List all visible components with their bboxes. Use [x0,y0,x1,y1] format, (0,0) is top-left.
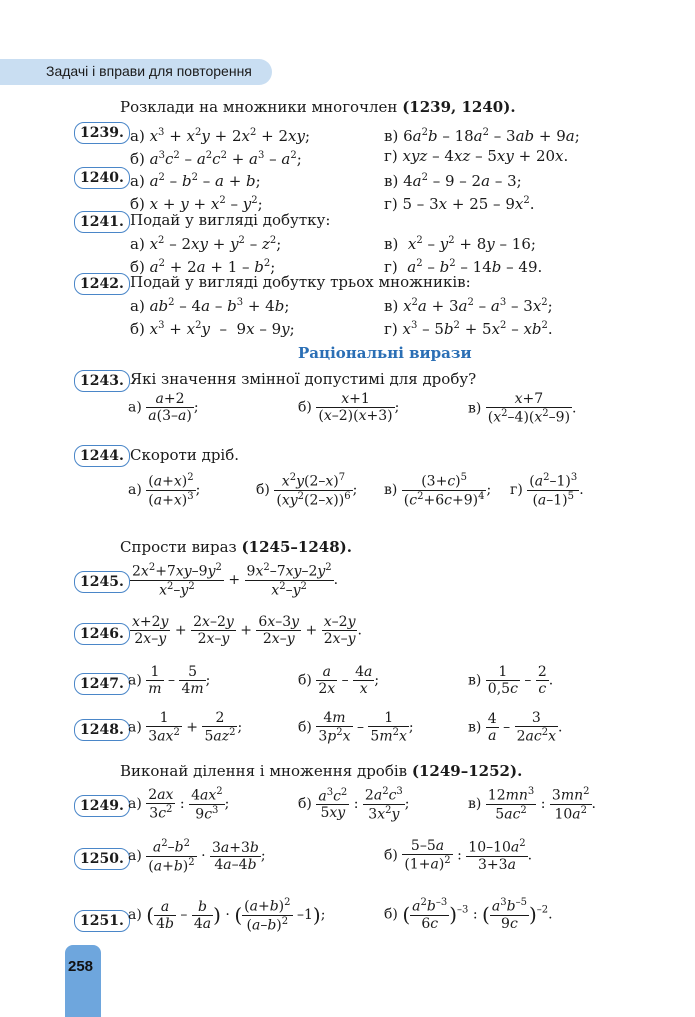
problem-1240-right: в) $4a^2 - 9 - 2a - 3$; г) $5 - 3x + 25 - 9x^2$. [384,172,535,213]
problem-1251-b: б) ( $\frac{a^2b^{-3}}{6c}$ )$^{-3}$ : ( $\frac{a^3b^{-5}}{9c}$ )$^{-2}$. [384,897,553,932]
problem-1244-a: а) $\frac{(a+x)^2}{(a+x)^3}$ ; [128,472,201,509]
problem-1249-v: в) $\frac{12mn^3}{5ac^2}$ : $\frac{3mn^2}{10a^2}$ . [468,786,596,823]
label-v: в) [384,482,398,499]
problem-1243-b: б) $\frac{x+1}{(x-2)(x+3)}$ ; [298,391,400,424]
problem-1243-text: Які значення змінної допустимі для дробу? [130,370,477,388]
label-v: в) [384,127,399,145]
problem-1245-expr: $\frac{2x^2+7xy-9y^2}{x^2-y^2}$ + $\frac{9x^2-7xy-2y^2}{x^2-y^2}$ . [132,562,339,599]
label-g: г) [384,147,398,165]
problem-1247-v: в) $\frac{1}{0,5c}$ – $\frac{2}{c}$ . [468,664,554,697]
label-b: б) [130,195,145,213]
intro-range: (1249–1252). [411,762,523,780]
label-a: а) [128,848,142,865]
label-b: б) [298,672,312,689]
label-v: в) [384,172,399,190]
label-g: г) [384,195,398,213]
section-header-tab [0,59,272,85]
label-v: в) [384,297,399,315]
problem-1247-a: а) $\frac{1}{m}$ – $\frac{5}{4m}$ ; [128,664,211,697]
label-v: в) [468,400,482,417]
problem-1250-a: а) $\frac{a^2-b^2}{(a+b)^2}$ · $\frac{3a+3b}{4a-4b}$ ; [128,838,266,875]
label-a: а) [128,482,142,499]
label-b: б) [130,258,145,276]
problem-1247-b: б) $\frac{a}{2x}$ – $\frac{4a}{x}$ ; [298,664,380,697]
section-title-rational: Раціональні вирази [298,344,472,362]
problem-number-1250: 1250. [74,848,130,870]
problem-1239-right: в) $6a^2b - 18a^2 - 3ab + 9a$; г) xyz – 4xz – 5xy + 20x. [384,127,580,165]
label-b: б) [298,399,312,416]
label-b: б) [298,796,312,813]
problem-1239-left: а) $x^3 + x^2y + 2x^2 + 2xy$; б) $a^3c^2 - a^2c^2 + a^3 - a^2$; [130,127,311,168]
problem-1246-expr: $\frac{x+2y}{2x-y}$ + $\frac{2x-2y}{2x-y}$ + $\frac{6x-3y}{2x-y}$ + $\frac{x-2y}{2x-y}$ . [132,614,362,647]
label-a: а) [130,235,145,253]
problem-number-1247: 1247. [74,673,130,695]
label-a: а) [130,172,145,190]
intro-simplify [120,538,352,556]
intro-range: (1239, 1240). [402,98,516,116]
intro-divide-multiply [120,762,522,780]
problem-number-1251: 1251. [74,910,130,932]
label-v: в) [468,672,482,689]
problem-1244-text: Скороти дріб. [130,446,240,464]
label-b: б) [384,906,398,923]
problem-1243-v: в) $\frac{x+7}{(x^2-4)(x^2-9)}$ . [468,391,577,426]
label-a: а) [128,672,142,689]
intro-range: (1245–1248). [241,538,352,556]
problem-1251-a: а) ( $\frac{a}{4b}$ – $\frac{b}{4a}$ ) · ( $\frac{(a+b)^2}{(a-b)^2}$ –1); [128,897,326,934]
problem-1249-b: б) $\frac{a^3c^2}{5xy}$ : $\frac{2a^2c^3}{3x^2y}$ ; [298,786,410,823]
problem-1244-b: б) $\frac{x^2y(2-x)^7}{(xy^2(2-x))^6}$ ; [256,472,358,509]
label-a: а) [128,796,142,813]
problem-number-1242: 1242. [74,273,130,295]
problem-1242-left: а) $ab^2 - 4a - b^3 + 4b$; б) $x^3 + x^2y - 9x - 9y$; [130,297,295,338]
problem-number-1249: 1249. [74,795,130,817]
label-v: в) [468,719,482,736]
label-a: а) [130,127,145,145]
intro-text: Розклади на множники многочлен [120,98,398,116]
problem-1244-v: в) $\frac{(3+c)^5}{(c^2+6c+9)^4}$ ; [384,472,492,509]
label-a: а) [128,719,142,736]
problem-number-1246: 1246. [74,623,130,645]
problem-1250-b: б) $\frac{5-5a}{(1+a)^2}$ : $\frac{10-10a^2}{3+3a}$ . [384,838,533,873]
label-b: б) [384,847,398,864]
problem-1248-v: в) $\frac{4}{a}$ – $\frac{3}{2ac^2x}$ . [468,710,563,745]
problem-number-1240: 1240. [74,167,130,189]
label-b: б) [130,150,145,168]
page-number: 258 [68,958,94,975]
problem-1243-a: а) $\frac{a+2}{a(3-a)}$ ; [128,391,199,424]
label-g: г) [384,258,398,276]
label-g: г) [510,482,523,499]
problem-1241-text: Подай у вигляді добутку: [130,211,331,229]
intro-text: Виконай ділення і множення дробів [120,762,408,780]
problem-number-1245: 1245. [74,571,130,593]
page-number-tab [65,945,101,1017]
problem-number-1248: 1248. [74,719,130,741]
problem-1248-b: б) $\frac{4m}{3p^2x}$ – $\frac{1}{5m^2x}$ ; [298,710,414,745]
problem-1242-right: в) $x^2a + 3a^2 - a^3 - 3x^2$; г) $x^3 - 5b^2 + 5x^2 - xb^2$. [384,297,553,338]
problem-1244-g: г) $\frac{(a^2-1)^3}{(a-1)^5}$ . [510,472,584,509]
problem-1248-a: а) $\frac{1}{3ax^2}$ + $\frac{2}{5az^2}$ ; [128,710,243,745]
label-a: а) [128,907,142,924]
problem-1241-right: в) $x^2 - y^2 + 8y - 16$; г) $a^2 - b^2 - 14b - 49$. [384,235,543,276]
section-header-title: Задачі і вправи для повторення [46,63,252,79]
problem-1242-text: Подай у вигляді добутку трьох множників: [130,273,471,291]
label-b: б) [298,719,312,736]
label-v: в) [384,235,399,253]
problem-1241-left: а) $x^2 - 2xy + y^2 - z^2$; б) $a^2 + 2a + 1 - b^2$; [130,235,282,276]
label-b: б) [130,320,145,338]
problem-1240-left: а) $a^2 - b^2 - a + b$; б) $x + y + x^2 - y^2$; [130,172,263,213]
intro-text: Спрости вираз [120,538,237,556]
problem-number-1239: 1239. [74,122,130,144]
label-a: а) [128,399,142,416]
intro-factorize [120,98,516,116]
problem-number-1244: 1244. [74,445,130,467]
label-v: в) [468,796,482,813]
label-b: б) [256,482,270,499]
label-a: а) [130,297,145,315]
problem-1249-a: а) $\frac{2ax}{3c^2}$ : $\frac{4ax^2}{9c^3}$ ; [128,786,230,823]
label-g: г) [384,320,398,338]
problem-number-1241: 1241. [74,211,130,233]
problem-number-1243: 1243. [74,370,130,392]
